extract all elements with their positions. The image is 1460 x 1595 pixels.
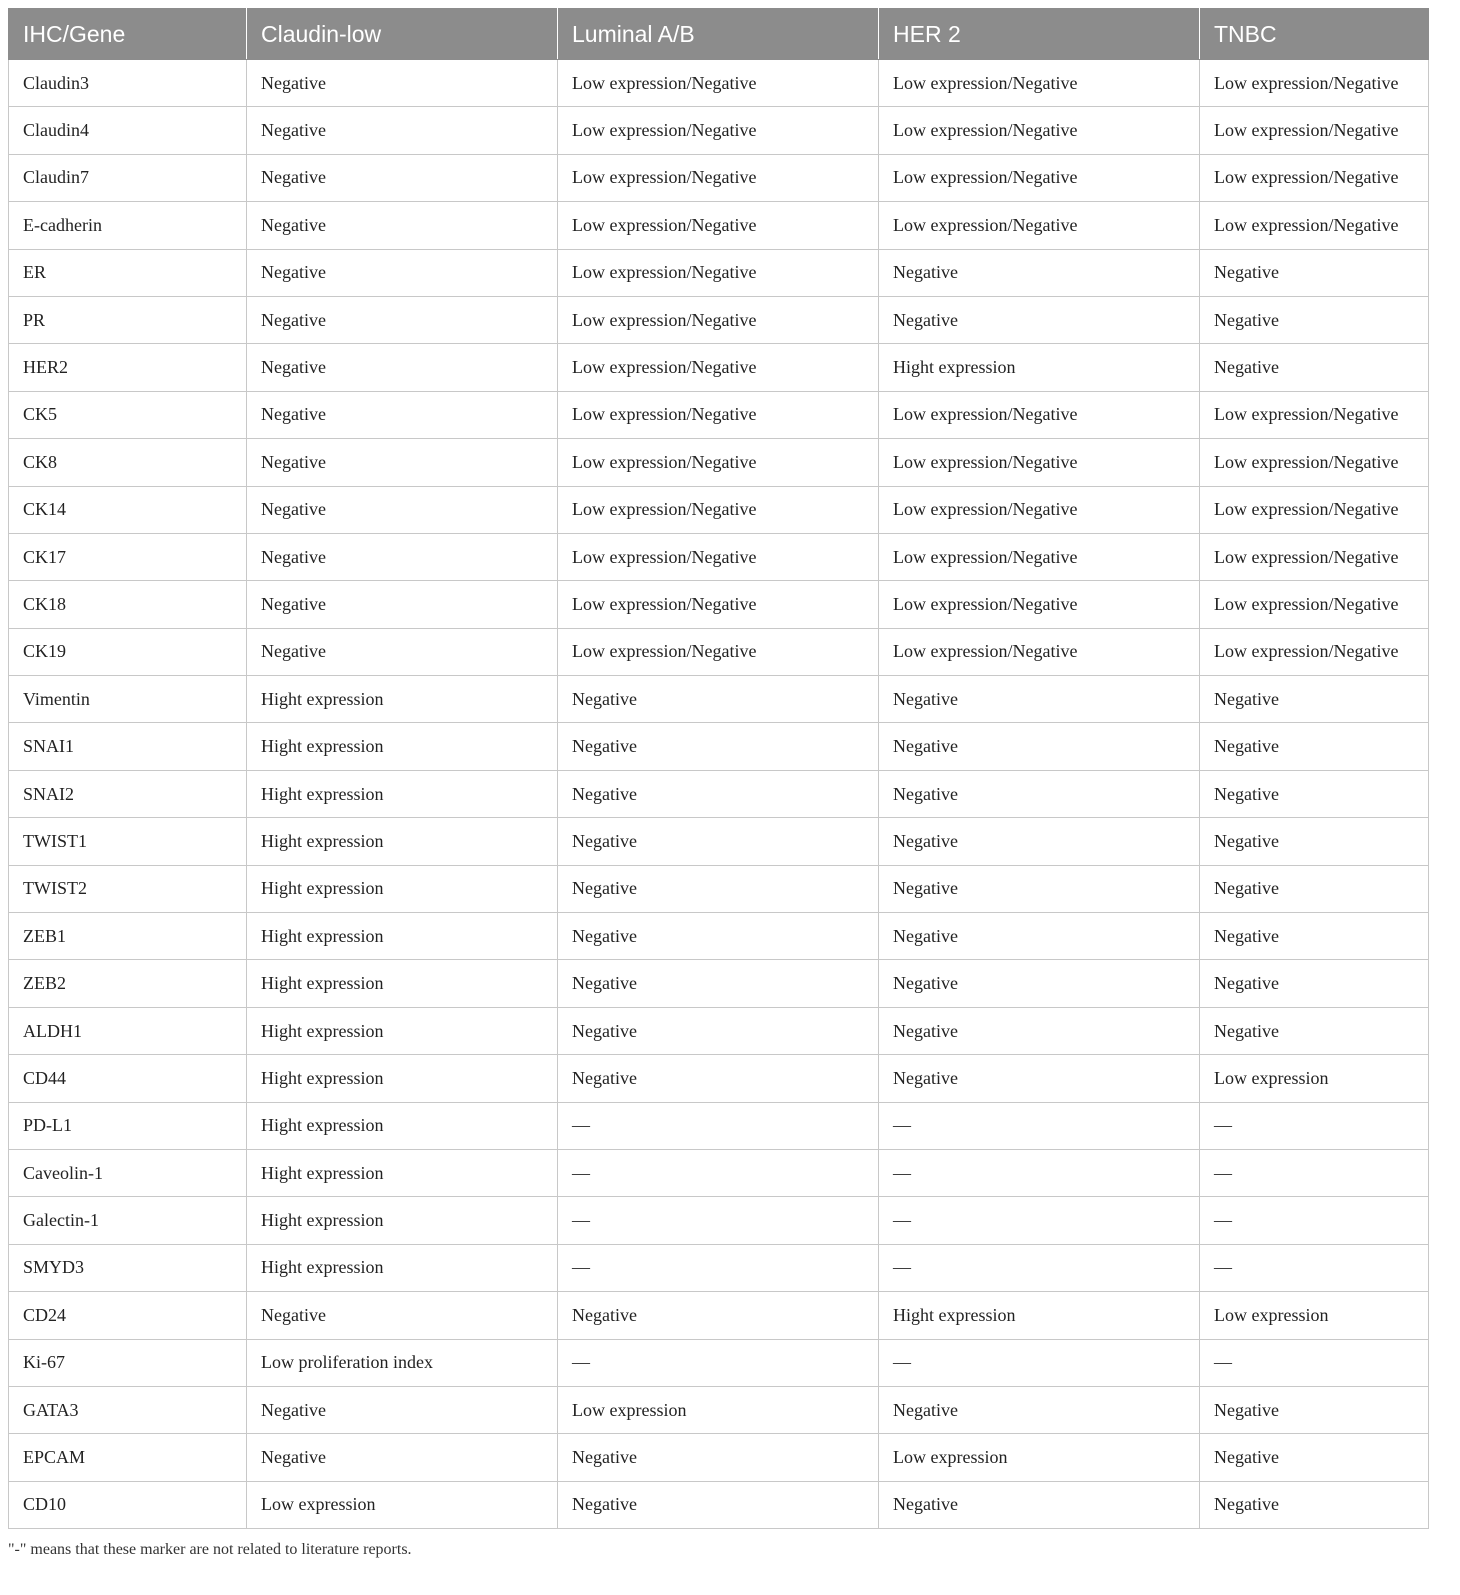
expression-cell: Hight expression bbox=[247, 1007, 558, 1054]
expression-cell: Negative bbox=[1200, 296, 1429, 343]
expression-cell: Negative bbox=[247, 1386, 558, 1433]
expression-cell: Low expression/Negative bbox=[558, 533, 879, 580]
table-row bbox=[9, 107, 1429, 154]
expression-cell: Negative bbox=[247, 154, 558, 201]
expression-cell: Hight expression bbox=[247, 1102, 558, 1149]
marker-name-cell: ZEB1 bbox=[9, 913, 247, 960]
expression-cell: Hight expression bbox=[247, 865, 558, 912]
expression-cell: — bbox=[879, 1197, 1200, 1244]
expression-cell: — bbox=[879, 1339, 1200, 1386]
expression-cell: Negative bbox=[1200, 1434, 1429, 1481]
expression-cell: Low expression/Negative bbox=[1200, 60, 1429, 107]
table-row bbox=[9, 1102, 1429, 1149]
marker-name-cell: E-cadherin bbox=[9, 202, 247, 249]
marker-name-cell: CD24 bbox=[9, 1292, 247, 1339]
expression-cell: Low expression/Negative bbox=[879, 391, 1200, 438]
expression-cell: Hight expression bbox=[879, 1292, 1200, 1339]
expression-cell: Negative bbox=[558, 1055, 879, 1102]
expression-cell: Negative bbox=[558, 770, 879, 817]
expression-cell: Hight expression bbox=[247, 960, 558, 1007]
expression-cell: Low expression/Negative bbox=[1200, 439, 1429, 486]
column-header-claudin-low: Claudin-low bbox=[247, 9, 558, 60]
expression-cell: Low expression bbox=[1200, 1055, 1429, 1102]
expression-cell: — bbox=[879, 1244, 1200, 1291]
expression-cell: Low expression/Negative bbox=[1200, 533, 1429, 580]
marker-name-cell: ALDH1 bbox=[9, 1007, 247, 1054]
marker-name-cell: CD44 bbox=[9, 1055, 247, 1102]
expression-cell: Hight expression bbox=[247, 913, 558, 960]
expression-cell: — bbox=[558, 1197, 879, 1244]
expression-cell: Hight expression bbox=[247, 723, 558, 770]
expression-cell: Negative bbox=[558, 913, 879, 960]
expression-cell: Hight expression bbox=[247, 676, 558, 723]
marker-name-cell: Claudin7 bbox=[9, 154, 247, 201]
table-row bbox=[9, 913, 1429, 960]
marker-table-container bbox=[8, 8, 1428, 1529]
marker-name-cell: Ki-67 bbox=[9, 1339, 247, 1386]
expression-cell: — bbox=[558, 1102, 879, 1149]
expression-cell: Low expression/Negative bbox=[879, 107, 1200, 154]
expression-cell: Low expression bbox=[1200, 1292, 1429, 1339]
table-row bbox=[9, 439, 1429, 486]
expression-cell: Negative bbox=[247, 107, 558, 154]
expression-cell: Low expression bbox=[558, 1386, 879, 1433]
marker-name-cell: CK14 bbox=[9, 486, 247, 533]
table-footnote: "-" means that these marker are not related to literature reports. bbox=[8, 1541, 412, 1558]
table-row bbox=[9, 723, 1429, 770]
expression-cell: Negative bbox=[879, 818, 1200, 865]
expression-cell: Hight expression bbox=[247, 1244, 558, 1291]
expression-cell: Negative bbox=[558, 1007, 879, 1054]
marker-name-cell: Claudin4 bbox=[9, 107, 247, 154]
marker-name-cell: SNAI1 bbox=[9, 723, 247, 770]
expression-cell: Low expression/Negative bbox=[558, 107, 879, 154]
expression-cell: Negative bbox=[558, 960, 879, 1007]
expression-cell: Low expression/Negative bbox=[1200, 391, 1429, 438]
expression-cell: — bbox=[1200, 1102, 1429, 1149]
expression-cell: Negative bbox=[558, 1481, 879, 1528]
expression-cell: Negative bbox=[879, 723, 1200, 770]
expression-cell: Low expression/Negative bbox=[558, 486, 879, 533]
expression-cell: Low expression/Negative bbox=[558, 154, 879, 201]
expression-cell: Low expression/Negative bbox=[558, 391, 879, 438]
table-row bbox=[9, 391, 1429, 438]
expression-cell: Low expression/Negative bbox=[558, 439, 879, 486]
expression-cell: Negative bbox=[247, 581, 558, 628]
expression-cell: Negative bbox=[1200, 960, 1429, 1007]
expression-cell: Low proliferation index bbox=[247, 1339, 558, 1386]
table-row bbox=[9, 818, 1429, 865]
column-header-ihc-gene: IHC/Gene bbox=[9, 9, 247, 60]
table-body bbox=[9, 60, 1429, 1529]
expression-cell: Negative bbox=[879, 296, 1200, 343]
expression-cell: Negative bbox=[879, 913, 1200, 960]
marker-name-cell: CK5 bbox=[9, 391, 247, 438]
table-row bbox=[9, 486, 1429, 533]
table-row bbox=[9, 533, 1429, 580]
expression-cell: — bbox=[558, 1244, 879, 1291]
expression-cell: Negative bbox=[1200, 1007, 1429, 1054]
expression-cell: — bbox=[558, 1149, 879, 1196]
table-row bbox=[9, 676, 1429, 723]
expression-cell: Negative bbox=[247, 628, 558, 675]
expression-cell: Low expression/Negative bbox=[879, 60, 1200, 107]
table-header-row bbox=[9, 9, 1429, 60]
expression-cell: Low expression/Negative bbox=[1200, 107, 1429, 154]
table-row bbox=[9, 1481, 1429, 1528]
expression-cell: Low expression/Negative bbox=[558, 296, 879, 343]
marker-name-cell: Caveolin-1 bbox=[9, 1149, 247, 1196]
marker-name-cell: EPCAM bbox=[9, 1434, 247, 1481]
expression-cell: Negative bbox=[558, 676, 879, 723]
expression-cell: Low expression/Negative bbox=[558, 60, 879, 107]
expression-cell: Hight expression bbox=[247, 770, 558, 817]
expression-cell: Low expression/Negative bbox=[879, 486, 1200, 533]
expression-cell: Negative bbox=[879, 1007, 1200, 1054]
expression-cell: Low expression/Negative bbox=[558, 581, 879, 628]
expression-cell: — bbox=[1200, 1339, 1429, 1386]
table-row bbox=[9, 1197, 1429, 1244]
marker-name-cell: HER2 bbox=[9, 344, 247, 391]
expression-cell: Negative bbox=[879, 1055, 1200, 1102]
expression-cell: Negative bbox=[879, 960, 1200, 1007]
marker-name-cell: SNAI2 bbox=[9, 770, 247, 817]
column-header-tnbc: TNBC bbox=[1200, 9, 1429, 60]
table-row bbox=[9, 581, 1429, 628]
table-row bbox=[9, 1149, 1429, 1196]
expression-cell: — bbox=[1200, 1149, 1429, 1196]
marker-expression-table bbox=[8, 8, 1429, 1529]
expression-cell: — bbox=[1200, 1197, 1429, 1244]
table-row bbox=[9, 628, 1429, 675]
expression-cell: Hight expression bbox=[247, 1197, 558, 1244]
table-row bbox=[9, 1244, 1429, 1291]
expression-cell: Negative bbox=[879, 770, 1200, 817]
expression-cell: Negative bbox=[1200, 344, 1429, 391]
expression-cell: Hight expression bbox=[879, 344, 1200, 391]
expression-cell: Low expression/Negative bbox=[879, 581, 1200, 628]
expression-cell: — bbox=[879, 1149, 1200, 1196]
table-row bbox=[9, 249, 1429, 296]
marker-name-cell: PR bbox=[9, 296, 247, 343]
expression-cell: Negative bbox=[1200, 1481, 1429, 1528]
expression-cell: Low expression/Negative bbox=[558, 628, 879, 675]
expression-cell: Low expression/Negative bbox=[879, 533, 1200, 580]
expression-cell: Low expression/Negative bbox=[558, 202, 879, 249]
expression-cell: — bbox=[879, 1102, 1200, 1149]
expression-cell: Negative bbox=[558, 1292, 879, 1339]
expression-cell: Negative bbox=[247, 296, 558, 343]
table-row bbox=[9, 770, 1429, 817]
table-row bbox=[9, 1007, 1429, 1054]
expression-cell: Negative bbox=[1200, 249, 1429, 296]
expression-cell: Negative bbox=[558, 865, 879, 912]
marker-name-cell: Vimentin bbox=[9, 676, 247, 723]
marker-name-cell: CK8 bbox=[9, 439, 247, 486]
expression-cell: Negative bbox=[1200, 676, 1429, 723]
expression-cell: Low expression/Negative bbox=[1200, 581, 1429, 628]
marker-name-cell: CK19 bbox=[9, 628, 247, 675]
marker-name-cell: CK18 bbox=[9, 581, 247, 628]
expression-cell: Negative bbox=[1200, 723, 1429, 770]
table-row bbox=[9, 60, 1429, 107]
table-row bbox=[9, 865, 1429, 912]
table-row bbox=[9, 1055, 1429, 1102]
expression-cell: Low expression/Negative bbox=[558, 249, 879, 296]
expression-cell: Negative bbox=[247, 1292, 558, 1339]
expression-cell: — bbox=[1200, 1244, 1429, 1291]
expression-cell: Negative bbox=[1200, 865, 1429, 912]
marker-name-cell: TWIST2 bbox=[9, 865, 247, 912]
expression-cell: Negative bbox=[247, 249, 558, 296]
expression-cell: Low expression/Negative bbox=[558, 344, 879, 391]
marker-name-cell: ER bbox=[9, 249, 247, 296]
expression-cell: Low expression/Negative bbox=[1200, 628, 1429, 675]
expression-cell: Negative bbox=[558, 1434, 879, 1481]
expression-cell: Negative bbox=[879, 1481, 1200, 1528]
expression-cell: Hight expression bbox=[247, 1055, 558, 1102]
marker-name-cell: SMYD3 bbox=[9, 1244, 247, 1291]
expression-cell: Negative bbox=[879, 676, 1200, 723]
expression-cell: Negative bbox=[247, 439, 558, 486]
table-row bbox=[9, 960, 1429, 1007]
expression-cell: Negative bbox=[247, 344, 558, 391]
expression-cell: — bbox=[558, 1339, 879, 1386]
expression-cell: Low expression/Negative bbox=[879, 202, 1200, 249]
expression-cell: Negative bbox=[879, 249, 1200, 296]
expression-cell: Low expression/Negative bbox=[879, 439, 1200, 486]
expression-cell: Negative bbox=[879, 865, 1200, 912]
expression-cell: Negative bbox=[558, 723, 879, 770]
marker-name-cell: TWIST1 bbox=[9, 818, 247, 865]
expression-cell: Hight expression bbox=[247, 818, 558, 865]
expression-cell: Negative bbox=[247, 391, 558, 438]
expression-cell: Negative bbox=[247, 486, 558, 533]
marker-name-cell: Galectin-1 bbox=[9, 1197, 247, 1244]
column-header-luminal-ab: Luminal A/B bbox=[558, 9, 879, 60]
expression-cell: Negative bbox=[879, 1386, 1200, 1433]
expression-cell: Low expression/Negative bbox=[1200, 486, 1429, 533]
marker-name-cell: CD10 bbox=[9, 1481, 247, 1528]
expression-cell: Low expression bbox=[879, 1434, 1200, 1481]
expression-cell: Negative bbox=[558, 818, 879, 865]
expression-cell: Negative bbox=[247, 1434, 558, 1481]
marker-name-cell: PD-L1 bbox=[9, 1102, 247, 1149]
expression-cell: Negative bbox=[1200, 913, 1429, 960]
marker-name-cell: GATA3 bbox=[9, 1386, 247, 1433]
marker-name-cell: CK17 bbox=[9, 533, 247, 580]
table-row bbox=[9, 1292, 1429, 1339]
expression-cell: Hight expression bbox=[247, 1149, 558, 1196]
expression-cell: Negative bbox=[1200, 1386, 1429, 1433]
column-header-her2: HER 2 bbox=[879, 9, 1200, 60]
expression-cell: Negative bbox=[1200, 818, 1429, 865]
table-row bbox=[9, 296, 1429, 343]
table-row bbox=[9, 344, 1429, 391]
expression-cell: Low expression/Negative bbox=[879, 628, 1200, 675]
table-row bbox=[9, 202, 1429, 249]
expression-cell: Negative bbox=[247, 60, 558, 107]
marker-name-cell: ZEB2 bbox=[9, 960, 247, 1007]
expression-cell: Low expression/Negative bbox=[1200, 154, 1429, 201]
table-row bbox=[9, 154, 1429, 201]
expression-cell: Negative bbox=[247, 533, 558, 580]
expression-cell: Negative bbox=[1200, 770, 1429, 817]
expression-cell: Low expression/Negative bbox=[1200, 202, 1429, 249]
table-row bbox=[9, 1386, 1429, 1433]
expression-cell: Low expression/Negative bbox=[879, 154, 1200, 201]
expression-cell: Negative bbox=[247, 202, 558, 249]
expression-cell: Low expression bbox=[247, 1481, 558, 1528]
table-row bbox=[9, 1434, 1429, 1481]
table-row bbox=[9, 1339, 1429, 1386]
marker-name-cell: Claudin3 bbox=[9, 60, 247, 107]
